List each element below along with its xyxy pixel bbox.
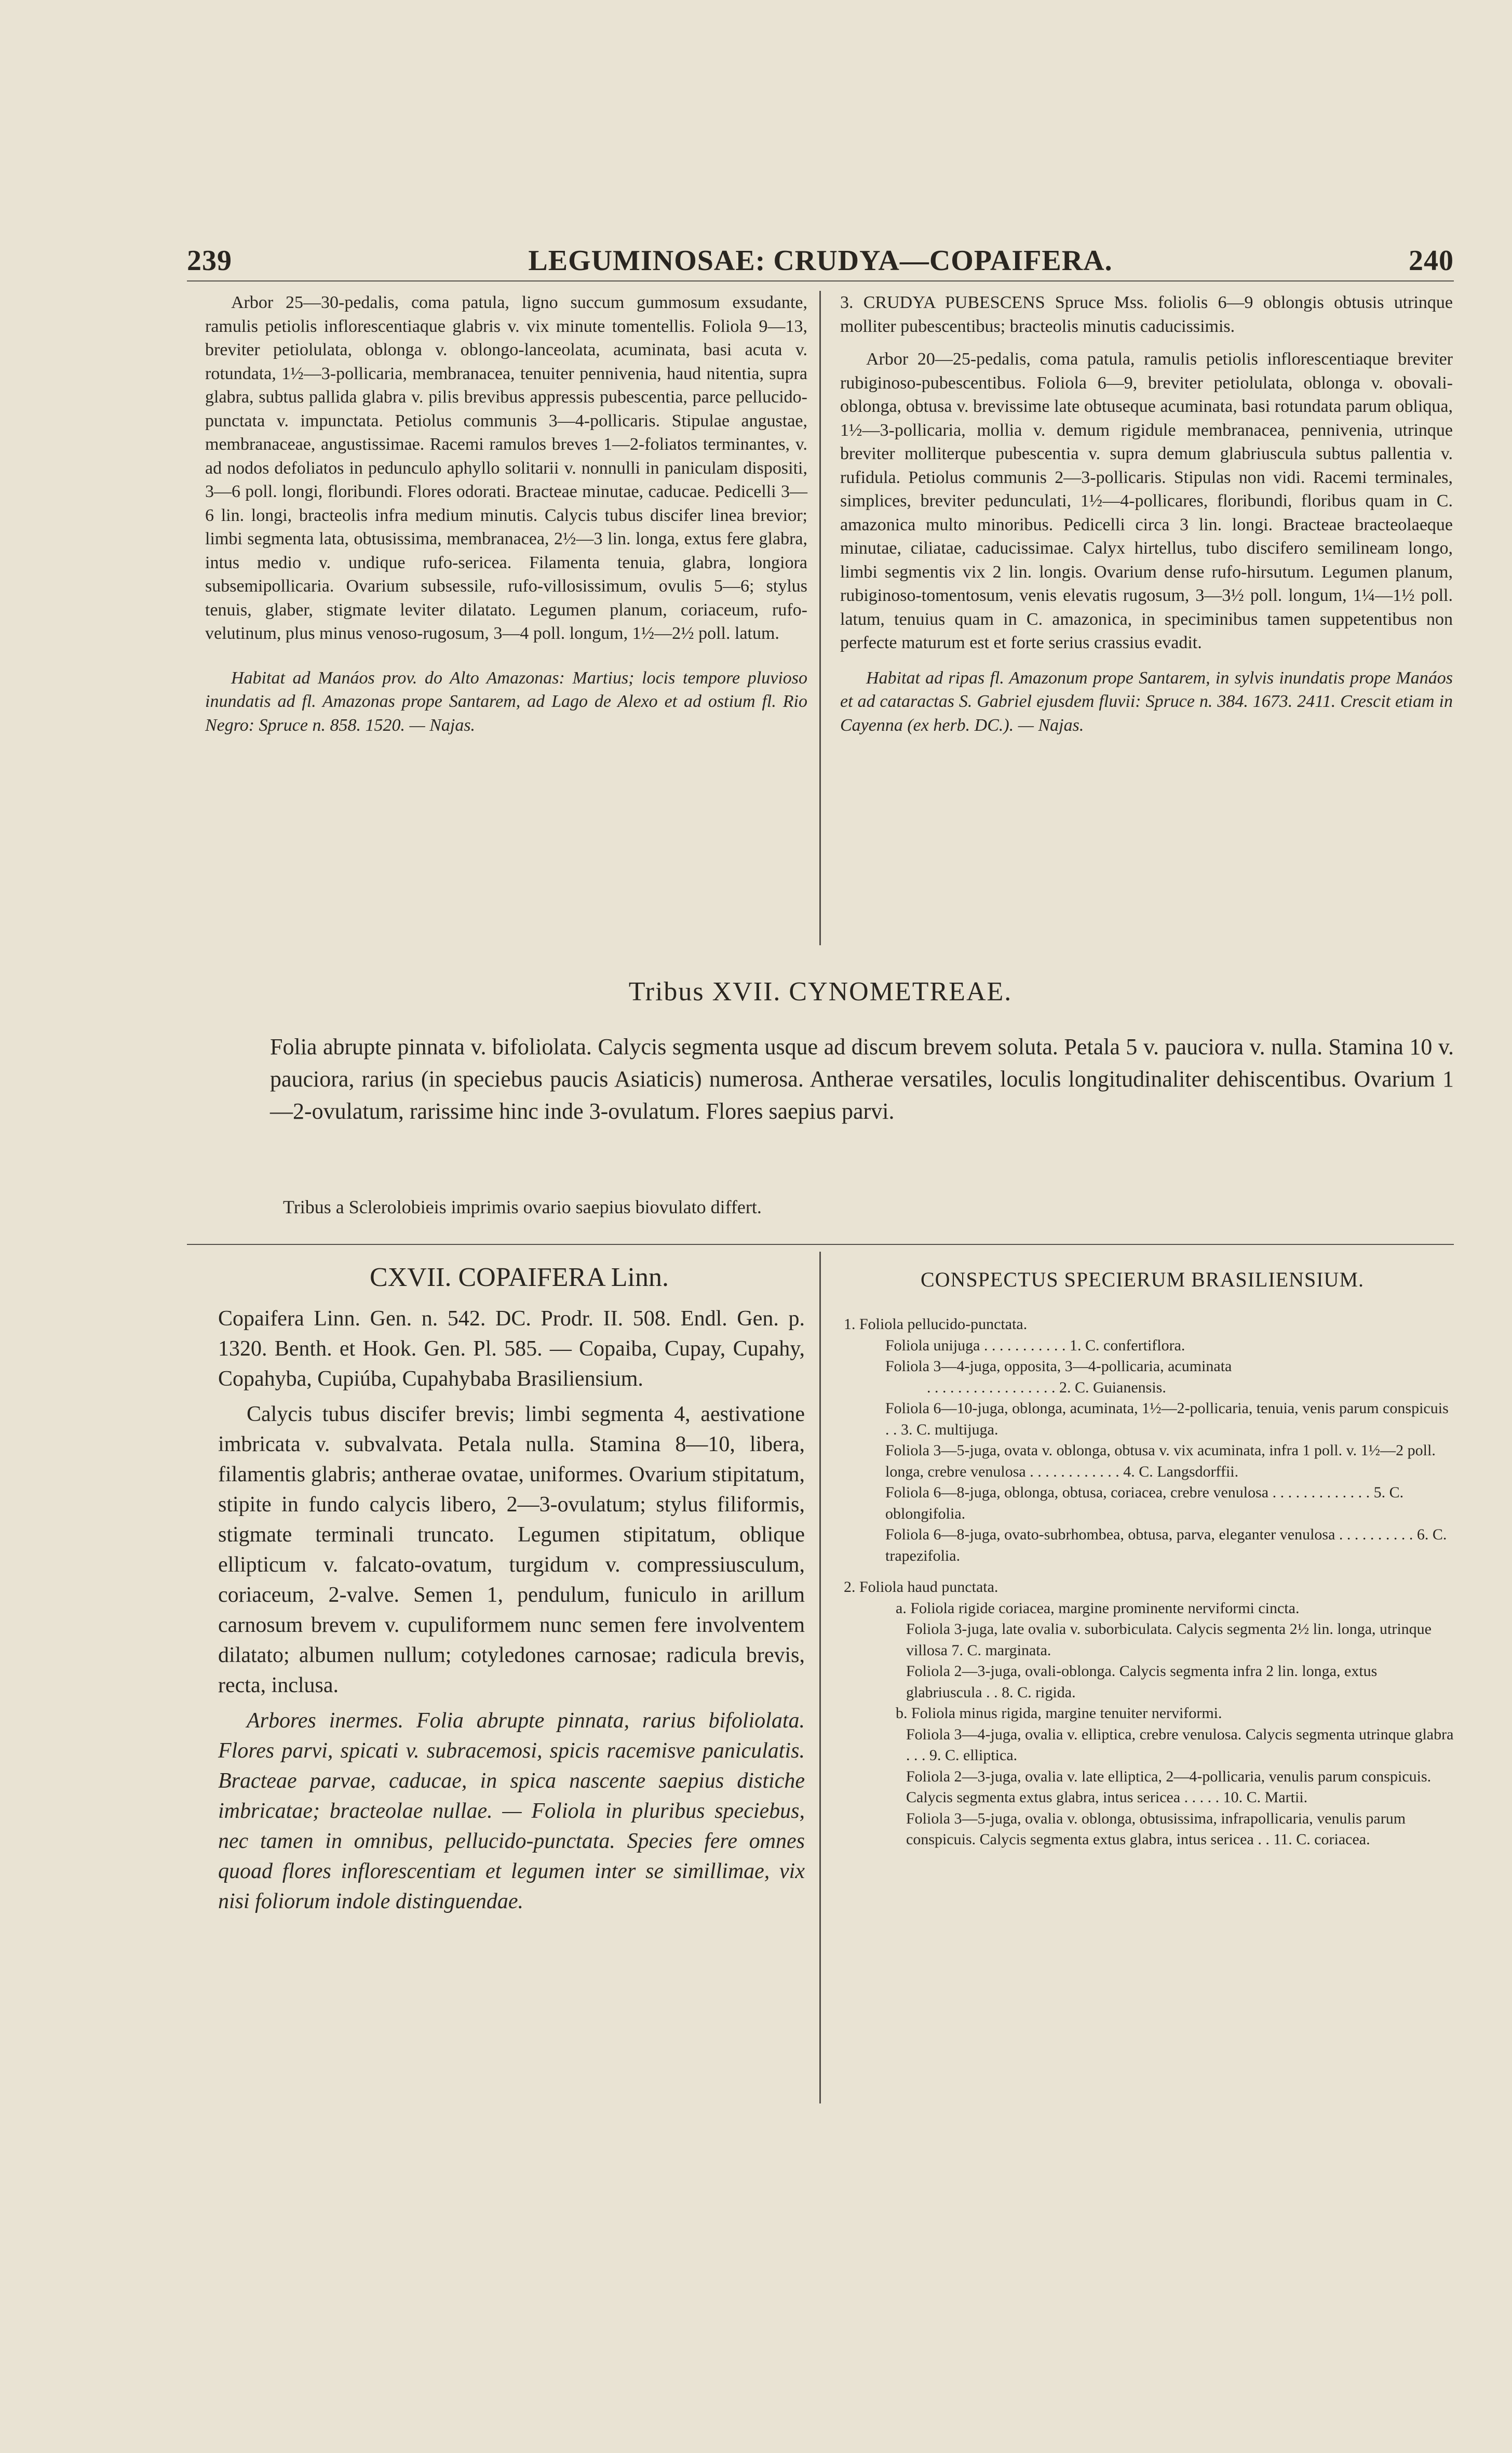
left-column (205, 291, 807, 737)
page-number-left: 239 (187, 245, 232, 277)
conspectus-line: Foliola 2—3-juga, ovali-oblonga. Calycis segmenta infra 2 lin. longa, extus glabriuscula . . 8. C. rigida. (906, 1663, 1378, 1701)
conspectus-line: Foliola 3—4-juga, ovalia v. elliptica, crebre venulosa. Calycis segmenta utrinque glabra . . . 9. C. elliptica. (906, 1725, 1454, 1764)
column-divider-top (819, 291, 821, 945)
conspectus-line: Foliola 3—5-juga, ovata v. oblonga, obtusa v. vix acuminata, infra 1 poll. v. 1½—2 poll. longa, crebre venulosa . . . . . . . . . . . . 4. C. Langsdorffii. (885, 1442, 1436, 1480)
header-rule (187, 280, 1454, 282)
running-header (187, 244, 1454, 286)
tribe-note: Tribus a Sclerolobieis imprimis ovario saepius biovulato differt. (283, 1197, 762, 1217)
genus-synonymy: Copaifera Linn. Gen. n. 542. DC. Prodr. II. 508. Endl. Gen. p. 1320. Benth. et Hook. Gen. Pl. 585. — Copaiba, Cupay, Cupahy, Copahyba, Cupiúba, Cupahybaba Brasiliensium. (218, 1307, 805, 1391)
conspectus-line: b. Foliola minus rigida, margine tenuiter nerviformi. (896, 1705, 1222, 1722)
conspectus-line: Foliola 2—3-juga, ovalia v. late elliptica, 2—4-pollicaria, venulis parum conspicuis. Calycis segmenta extus glabra, intus sericea . . . . . 10. C. Martii. (906, 1767, 1432, 1806)
running-title: LEGUMINOSAE: CRUDYA—COPAIFERA. (528, 245, 1113, 277)
conspectus-line: Foliola unijuga . . . . . . . . . . . 1. C. confertiflora. (885, 1336, 1185, 1354)
page-number-right: 240 (1409, 245, 1454, 277)
conspectus-line: 1. Foliola pellucido-punctata. (844, 1316, 1028, 1333)
genus-title: CXVII. COPAIFERA Linn. (370, 1263, 669, 1292)
conspectus-line: . . . . . . . . . . . . . . . . . 2. C. Guianensis. (927, 1378, 1166, 1396)
conspectus-line: Foliola 6—10-juga, oblonga, acuminata, 1½—2-pollicaria, tenuia, venis parum conspicuis . . 3. C. multijuga. (885, 1400, 1449, 1438)
right-column (840, 291, 1453, 737)
conspectus-gap (844, 1566, 1454, 1577)
crudya-habitat: Habitat ad Manáos prov. do Alto Amazonas: Martius; locis tempore pluvioso inundatis ad fl. Amazonas prope Santarem, ad Lago de Alexo et ad ostium fl. Rio Negro: Spruce n. 858. 1520. — Najas. (205, 668, 807, 735)
tribe-description-text: Folia abrupte pinnata v. bifoliolata. Calycis segmenta usque ad discum brevem soluta. Petala 5 v. pauciora v. nulla. Stamina 10 v. pauciora, rarius (in speciebus paucis Asiaticis) numerosa. Antherae versatiles, loculis longitudinaliter dehiscentibus. Ovarium 1—2-ovulatum, rarissime hinc inde 3-ovulatum. Flores saepius parvi. (270, 1034, 1454, 1124)
conspectus-list (844, 1314, 1454, 1851)
genus-description: Calycis tubus discifer brevis; limbi segmenta 4, aestivatione imbricata v. subvalvata. Petala nulla. Stamina 8—10, libera, filamentis glabris; antherae ovatae, uniformes. Ovarium stipitatum, stipite in fundo calycis libero, 2—3-ovulatum; stylus filiformis, stigmate terminali truncato. Legumen stipitatum, oblique ellipticum v. falcato-ovatum, turgidum v. compressiusculum, coriaceum, 2-valve. Semen 1, pendulum, funiculo in arillum carnosum brevem v. cupuliformem nunc semen fere involventem dilatato; albumen nullum; cotyledones carnosae; radicula brevis, recta, inclusa. (218, 1402, 805, 1697)
conspectus-line: Foliola 6—8-juga, ovato-subrhombea, obtusa, parva, eleganter venulosa . . . . . . . . . . 6. C. trapezifolia. (885, 1526, 1447, 1564)
crudya-description: Arbor 25—30-pedalis, coma patula, ligno succum gummosum exsudante, ramulis petiolis inflorescentiaque glabris v. vix minute tomentellis. Foliola 9—13, breviter petiolulata, oblonga v. oblongo-lanceolata, acuminata, basi acuta v. rotundata, 1½—3-pollicaria, membranacea, tenuiter pennivenia, haud nitentia, supra glabra, subtus pallida glabra v. pilis brevibus appressis pubescentia, parce pellucido-punctata v. impunctata. Petiolus communis 3—4-pollicaris. Stipulae angustae, membranaceae, angustissimae. Racemi ramulos breves 1—2-foliatos terminantes, v. ad nodos defoliatos in pedunculo aphyllo solitarii v. nonnulli in paniculam dispositi, 3—6 poll. longi, floribundi. Flores odorati. Bracteae minutae, caducae. Pedicelli 3—6 lin. longi, bracteolis infra medium minutis. Calycis tubus discifer linea brevior; limbi segmenta lata, obtusissima, membranacea, 2½—3 lin. longa, extus fere glabra, intus medio v. undique rufo-sericea. Filamenta tenuia, glabra, longiora subsemipollicaria. Ovarium subsessile, rufo-villosissimum, ovulis 5—6; stylus tenuis, glaber, stigmate leviter dilatato. Legumen planum, coriaceum, rufo-velutinum, plus minus venoso-rugosum, 3—4 poll. longum, 1½—2½ poll. latum. (205, 293, 807, 643)
tribe-title: Tribus XVII. CYNOMETREAE. (628, 977, 1013, 1007)
conspectus-line: Foliola 3-juga, late ovalia v. suborbiculata. Calycis segmenta 2½ lin. longa, utrinque villosa 7. C. marginata. (906, 1620, 1432, 1659)
tribe-description (270, 1031, 1454, 1128)
crudya-pubescens-description: Arbor 20—25-pedalis, coma patula, ramulis petiolis inflorescentiaque breviter rubiginoso-pubescentibus. Foliola 6—9, breviter petiolulata, oblonga v. obovali-oblonga, obtusa v. brevissime late obtuseque acuminata, basi rotundata parum obliqua, 1½—3-pollicaria, mollia v. demum rigidule membranacea, pennivenia, utrinque breviter molliterque pubescentia v. supra demum glabriuscula subtus pallentia v. rufidula. Petiolus communis 2—3-pollicaris. Stipulas non vidi. Racemi terminales, simplices, breviter pedunculati, 1½—4-pollicares, floribundi, floribus quam in C. amazonica multo minoribus. Pedicelli circa 3 lin. longi. Bracteae bracteolaeque minutae, ciliatae, caducissimae. Calyx hirtellus, tubo discifero semilineam longo, limbi segmentis vix 2 lin. longis. Ovarium dense rufo-hirsutum. Legumen planum, rubiginoso-tomentosum, venis elevatis rugosum, 3—3½ poll. longum, 1¼—1½ poll. latum, tenuius quam in C. amazonica, in speciminibus tamen suppetentibus non perfecte maturum est et forte serius crassius evadit. (840, 350, 1453, 652)
conspectus-line: a. Foliola rigide coriacea, margine prominente nerviformi cincta. (896, 1599, 1300, 1617)
genus-habit: Arbores inermes. Folia abrupte pinnata, rarius bifoliolata. Flores parvi, spicati v. subracemosi, spicis racemisve paniculatis. Bracteae parvae, caducae, in spica nascente saepius distiche imbricatae; bracteolae nullae. — Foliola in pluribus speciebus, nec tamen in omnibus, pellucido-punctata. Species fere omnes quoad flores inflorescentiam et legumen inter se simillimae, vix nisi foliorum indole distinguendae. (218, 1709, 805, 1913)
crudya-pubescens-heading: 3. CRUDYA PUBESCENS Spruce Mss. foliolis 6—9 oblongis obtusis utrinque molliter pubescentibus; bracteolis minutis caducissimis. (840, 293, 1453, 336)
conspectus-line: 2. Foliola haud punctata. (844, 1578, 998, 1596)
conspectus-line: Foliola 6—8-juga, oblonga, obtusa, coriacea, crebre venulosa . . . . . . . . . . . . . 5. C. oblongifolia. (885, 1484, 1404, 1522)
conspectus-line: Foliola 3—4-juga, opposita, 3—4-pollicaria, acuminata (885, 1358, 1232, 1375)
conspectus-line: Foliola 3—5-juga, ovalia v. oblonga, obtusissima, infrapollicaria, venulis parum conspicuis. Calycis segmenta extus glabra, intus sericea . . 11. C. coriacea. (906, 1809, 1406, 1848)
section-rule (187, 1244, 1454, 1245)
genus-block (218, 1304, 805, 1922)
column-divider-bottom (819, 1252, 821, 2103)
conspectus-title: CONSPECTUS SPECIERUM BRASILIENSIUM. (920, 1268, 1365, 1291)
crudya-pubescens-habitat: Habitat ad ripas fl. Amazonum prope Santarem, in sylvis inundatis prope Manáos et ad cataractas S. Gabriel ejusdem fluvii: Spruce n. 384. 1673. 2411. Crescit etiam in Cayenna (ex herb. DC.). — Najas. (840, 668, 1453, 735)
